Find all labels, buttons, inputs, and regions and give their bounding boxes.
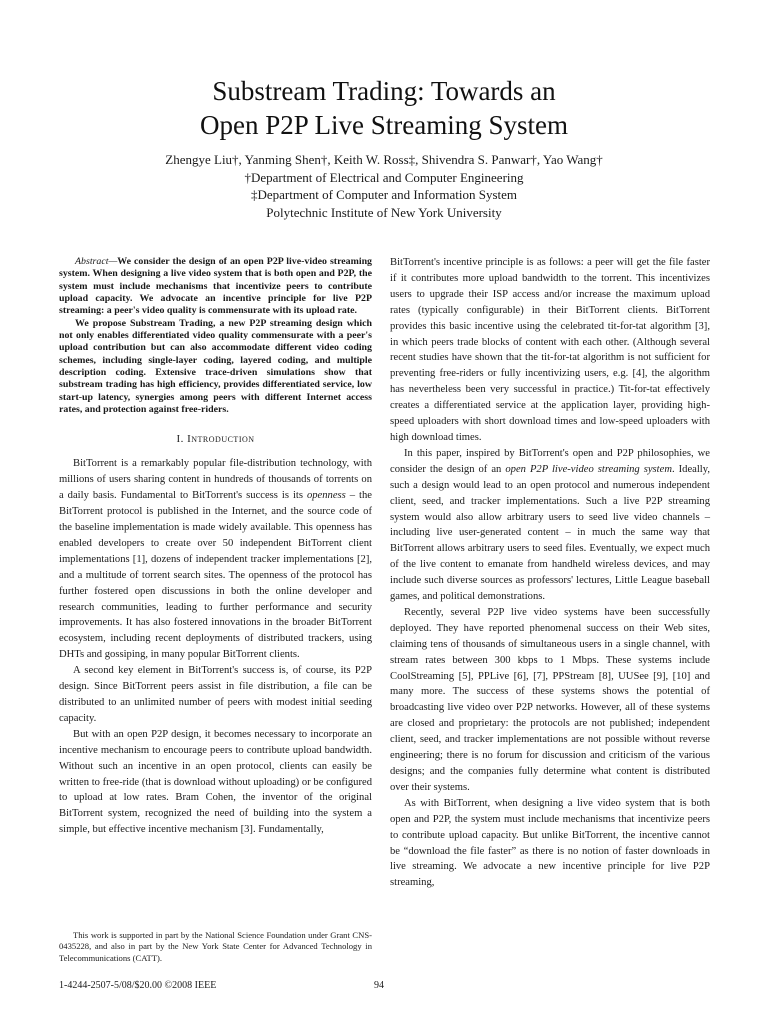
left-column (59, 256, 372, 838)
affiliation-ece: †Department of Electrical and Computer Engineering (244, 169, 524, 185)
affiliation-university: Polytechnic Institute of New York University (266, 204, 502, 220)
right-p2-text-b: . Ideally, such a design would lead to an open protocol and numerous independent client, seed, and tracker implementations. Such a live P2P streaming system would also allow arbitrary users to seed live video channels – including live user-generated content – in much the same way that BitTorrent allows arbitrary users to seed files. Eventually, we expect much of the live content to emanate from handheld wireless devices, and may include such diverse sources as professors' lectures, Little League baseball games, and political demonstrations. (390, 463, 711, 603)
right-column (390, 255, 710, 891)
intro-paragraph-3: But with an open P2P design, it becomes necessary to incorporate an incentive mechanism to encourage peers to contribute upload bandwidth. Without such an incentive in an open protocol, clients can easily be written to free-ride (that is download without uploading) or be configured to upload at low rates. Bram Cohen, the inventor of the original BitTorrent system, recognized the need of building into the system a simple, but effective incentive mechanism [3]. Fundamentally, (59, 728, 372, 836)
right-paragraph-3: Recently, several P2P live video systems have been successfully deployed. They have reported phenomenal success on their Web sites, claiming tens of thousands of simultaneous users in a single channel, with stream rates between 300 kbps to 1 Mbps. These systems include CoolStreaming [5], PPLive [6], [7], PPStream [8], UUSee [9], [10] and many more. The success of these systems shows the potential of broadcasting live video over P2P networks. However, all of these systems are closed and proprietary: the protocols are not published; independent client, seed, and tracker implementations are not possible without reverse engineering; there is no forum for discussion and criticism of the various designs; and the companies fully determine what content is distributed over their systems. (390, 606, 710, 793)
intro-p1-emphasis: openness (306, 490, 346, 502)
page-number: 94 (374, 980, 384, 991)
abstract-dash: — (108, 256, 118, 267)
intro-p1-text-a: BitTorrent is a remarkably popular file-distribution technology, with millions of users sharing content in hundreds of thousands of torrents on a daily basis. Fundamental to BitTorrent's success is its (59, 458, 372, 502)
author-block (0, 151, 768, 221)
title-line-1: Substream Trading: Towards an (212, 76, 556, 106)
abstract-paragraph-1 (59, 256, 372, 318)
abstract (59, 256, 372, 416)
right-paragraph-1: BitTorrent's incentive principle is as follows: a peer will get the file faster if it contributes more upload bandwidth to the torrent. This incentivizes users to upgrade their ISP access and/or increase the maximum upload rates (typically configurable) in their BitTorrent clients. BitTorrent provides this basic incentive using the celebrated tit-for-tat algorithm [3], in which peers trade blocks of content with each other. (Although several recent studies have shown that the tit-for-tat algorithm is not sufficient for preventing free-riders or fully incentivizing users, e.g. [4], the algorithm has nevertheless been very successful in practice.) Tit-for-tat effectively creates a differentiated service at the application layer, providing high-speed uploaders with short download times and low-speed uploaders with high download times. (390, 257, 710, 443)
intro-p1-text-b: – the BitTorrent protocol is published in the Internet, and the source code of the baseline implementation is made widely available. This openness has enabled developers to create over 50 independent BitTorrent client implementations [1], dozens of independent tracker implementations [2], and a multitude of torrent search sites. The openness of the protocol has further fostered open discussions in both the online developer and research communities, leading to further performance and security improvements. It has also fostered innovations in the broader BitTorrent ecosystem, including recent deployments of distributed trackers, using DHTs and gossiping, in many popular BitTorrent clients. (59, 490, 372, 661)
abstract-label: Abstract (75, 256, 109, 267)
author-names: Zhengye Liu†, Yanming Shen†, Keith W. Ross‡, Shivendra S. Panwar†, Yao Wang† (165, 152, 603, 167)
abstract-text-1: We consider the design of an open P2P live-video streaming system. When designing a live video system that is both open and P2P, the system must include mechanisms that incentivize peers to contribute upload capacity. We advocate an incentive principle for live P2P streaming: a peer's video quality is commensurate with its upload rate. (59, 256, 372, 317)
paper-title (0, 74, 768, 142)
copyright-line: 1-4244-2507-5/08/$20.00 ©2008 IEEE (59, 980, 217, 991)
abstract-paragraph-2: We propose Substream Trading, a new P2P streaming design which not only enables differentiated video quality commensurate with a peer's upload contribution but can also accommodate different video coding schemes, including single-layer coding, layered coding, and multiple description coding. Extensive trace-driven simulations show that substream trading has high efficiency, provides differentiated service, low start-up latency, synergies among peers with different Internet access rates, and protection against free-riders. (59, 317, 372, 416)
affiliation-cis: ‡Department of Computer and Information System (250, 187, 518, 202)
funding-footnote: This work is supported in part by the National Science Foundation under Grant CNS-0435228, and also in part by the New York State Center for Advanced Technology in Telecommunications (CATT). (59, 930, 372, 963)
right-p2-text-a: In this paper, inspired by BitTorrent's open and P2P philosophies, we consider the design of an (390, 447, 710, 475)
section-heading-introduction: I. Introduction (176, 433, 255, 446)
intro-paragraph-2: A second key element in BitTorrent's success is, of course, its P2P design. Since BitTorrent peers assist in file distribution, a file can be distributed to an unlimited number of peers with modest initial seeding capacity. (59, 665, 372, 724)
intro-paragraph-1 (59, 456, 372, 663)
right-p2-emphasis: open P2P live-video streaming system (505, 463, 672, 475)
right-paragraph-4: As with BitTorrent, when designing a live video system that is both open and P2P, the system must include mechanisms that incentivize peers to contribute upload capacity. But unlike BitTorrent, the incentive cannot be “download the file faster” as there is no notion of faster downloads in live streaming. We advocate a new incentive principle for live P2P streaming, (390, 797, 710, 889)
title-line-2: Open P2P Live Streaming System (200, 110, 568, 140)
right-paragraph-2 (390, 446, 710, 605)
